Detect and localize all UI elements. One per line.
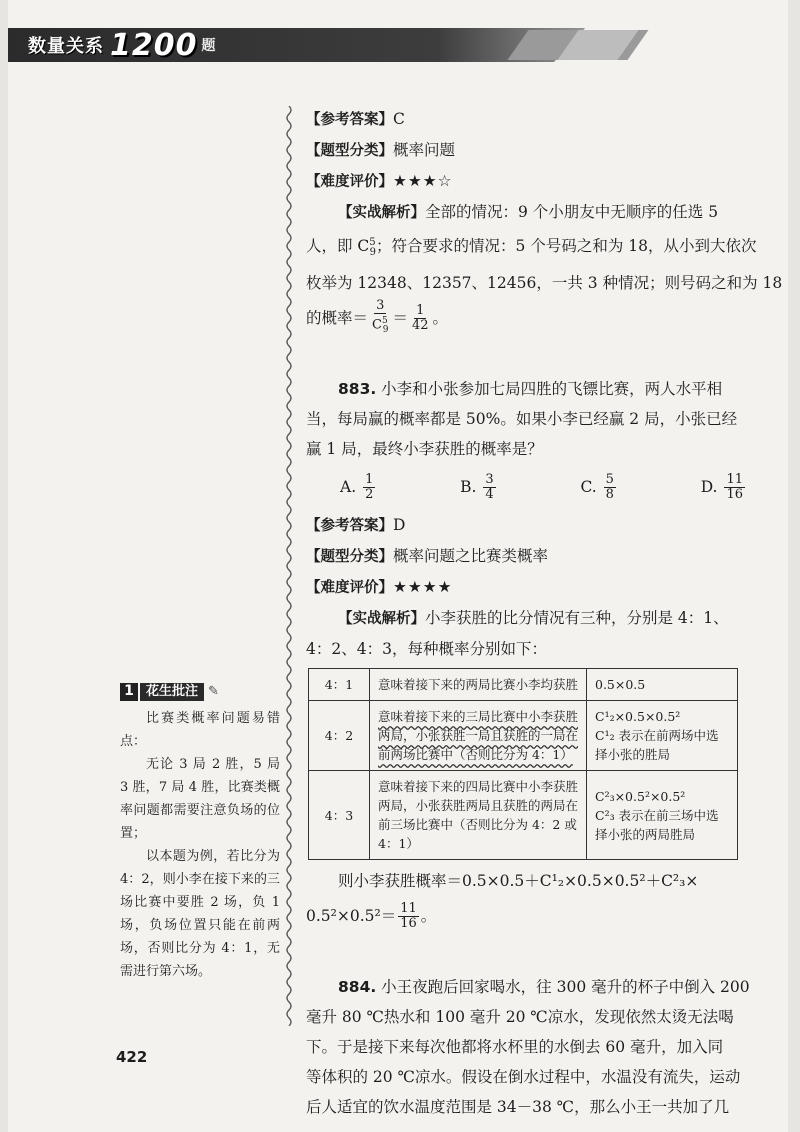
answer-options [306,464,761,510]
option-c: C. $\frac{5}{8}$ [580,471,614,502]
note-header [120,680,280,703]
score-cell: 4：2 [309,701,370,771]
analysis-paragraph: 【实战解析】全部的情况：9 个小朋友中无顺序的任选 5 人，即 $C^5_9$；符合要求的情况：5 个号码之和为 18，从小到大依次 枚举为 12348、12357、12456，一共 3 种情况；则号码之和为 18 的概率＝ $\frac{3}{C^5_9}$ ＝ $\frac{1}{42}$ 。 [306,203,783,336]
page-number: 422 [116,1048,148,1066]
fraction: $\frac{3}{C^5_9}$ [372,298,389,336]
book-suffix: 题 [201,38,216,54]
probability-cell: C¹₂×0.5×0.5² C¹₂ 表示在前两场中选择小张的胜局 [587,701,738,771]
note-number: 1 [120,683,138,701]
answer-line: 【参考答案】C [306,110,405,128]
table-row [309,669,738,701]
fraction: $\frac{11}{16}$ [400,900,417,931]
peanut-icon: ✎ [208,684,219,699]
book-series: 数量关系 [28,36,104,57]
score-cell: 4：1 [309,669,370,701]
note-title: 花生批注 [140,683,204,701]
difficulty-line: 【难度评价】★★★☆ [306,172,453,190]
wavy-divider [284,106,294,1026]
main-column [306,104,783,1122]
book-number: 1200 [110,27,198,63]
fraction: $\frac{1}{42}$ [411,302,429,333]
option-b: B. $\frac{3}{4}$ [460,471,494,502]
difficulty-line: 【难度评价】★★★★ [306,578,453,597]
result-paragraph: 则小李获胜概率＝0.5×0.5＋C¹₂×0.5×0.5²＋C²₃× 0.5²×0.5²＝ $\frac{11}{16}$ 。 [306,872,699,931]
fraction: $\frac{1}{2}$ [365,471,374,502]
question-884: 884. 小王夜跑后回家喝水，往 300 毫升的杯子中倒入 200 毫升 80 ℃热水和 100 毫升 20 ℃凉水，发现依然太烫无法喝 下。于是接下来每次他都将水杯里的水倒去 60 毫升，加入同 等体积的 20 ℃凉水。假设在倒水过程中，水温没有流失，运动 后人适宜的饮水温度范围是 34－38 ℃，那么小王一共加了几 [306,978,750,1117]
option-a: A. $\frac{1}{2}$ [340,471,374,502]
type-line: 【题型分类】概率问题之比赛类概率 [306,547,549,566]
question-number: 884. [338,978,377,997]
book-title [28,28,216,62]
probability-cell: C²₃×0.5²×0.5² C²₃ 表示在前三场中选择小张的两局胜局 [587,771,738,860]
table-row [309,701,738,771]
fraction: $\frac{5}{8}$ [605,471,614,502]
book-page [8,0,788,1132]
score-cell: 4：3 [309,771,370,860]
answer-line: 【参考答案】D [306,516,406,535]
meaning-cell: 意味着接下来的三局比赛中小李获胜两局，小张获胜一局且获胜的一局在前两场比赛中（否则比分为 4：1） [370,701,587,771]
meaning-cell: 意味着接下来的两局比赛小李均获胜 [370,669,587,701]
probability-table [308,668,738,860]
fraction: $\frac{3}{4}$ [485,471,494,502]
analysis-paragraph: 【实战解析】小李获胜的比分情况有三种，分别是 4：1、 4：2、4：3，每种概率分别如下： [306,609,729,659]
difficulty-stars: ★★★★ [393,578,453,597]
question-883: 883. 小李和小张参加七局四胜的飞镖比赛，两人水平相 当，每局赢的概率都是 50%。如果小李已经赢 2 局，小张已经 赢 1 局，最终小李获胜的概率是？ [306,380,738,459]
option-d: D. $\frac{11}{16}$ [700,471,743,502]
meaning-cell: 意味着接下来的四局比赛中小李获胜两局，小张获胜两局且获胜的两局在前三场比赛中（否则比分为 4：2 或 4：1） [370,771,587,860]
table-row [309,771,738,860]
difficulty-stars: ★★★☆ [393,172,453,190]
sidebar-note: 1 花生批注 ✎ 比赛类概率问题易错点： 无论 3 局 2 胜，5 局 3 胜，7 局 4 胜，比赛类概率问题都需要注意负场的位置； 以本题为例，若比分为 4：2，则小李在接下来的三场比赛中要胜 2 场，负 1 场，负场位置只能在前两场，否则比分为 4：1，无需进行第六场。 [120,680,280,983]
fraction: $\frac{11}{16}$ [726,471,743,502]
probability-cell: 0.5×0.5 [587,669,738,701]
question-number: 883. [338,380,377,399]
type-line: 【题型分类】概率问题 [306,141,456,159]
